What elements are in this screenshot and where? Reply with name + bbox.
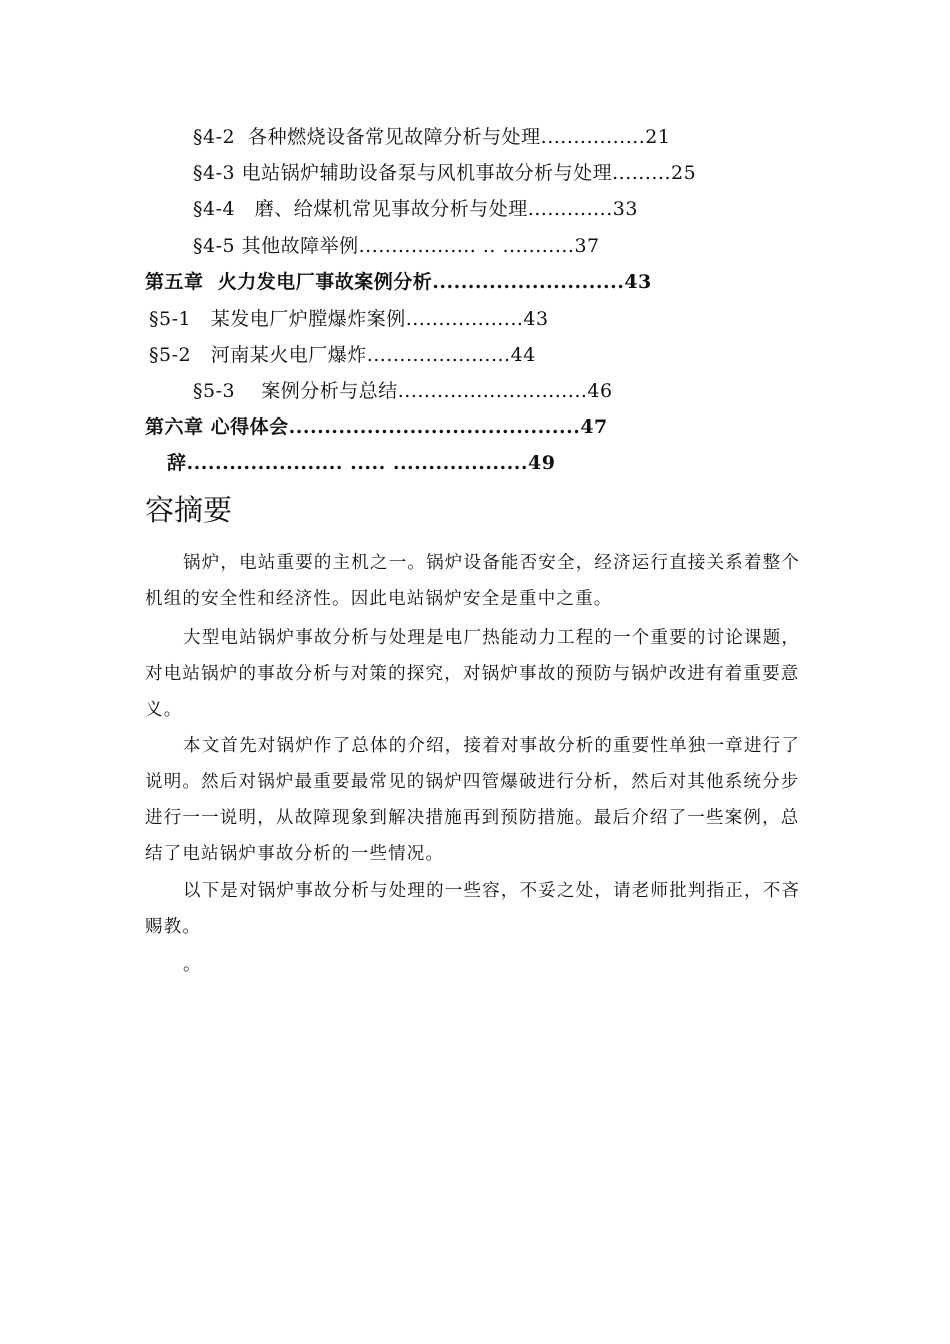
toc-entry: §4-3 电站锅炉辅助设备泵与风机事故分析与处理.........25 [193, 162, 697, 184]
toc-entry: §5-3 案例分析与总结.............................46 [193, 380, 613, 402]
toc-entry: §4-5 其他故障举例.................. .. ...........37 [193, 235, 600, 257]
toc-chapter: 第五章 火力发电厂事故案例分析...........................43 [145, 271, 652, 293]
section-title: 容摘要 [145, 493, 233, 527]
abstract-paragraph: 本文首先对锅炉作了总体的介绍，接着对事故分析的重要性单独一章进行了说明。然后对锅炉最重要最常见的锅炉四管爆破进行分析，然后对其他系统分步进行一一说明，从故障现象到解决措施再到预防措施。最后介绍了一些案例，总结了电站锅炉事故分析的一些情况。 [145, 736, 801, 864]
toc-chapter: 辞...................... ..... ...................49 [167, 452, 556, 474]
abstract-paragraph: 以下是对锅炉事故分析与处理的一些容，不妥之处，请老师批判指正，不吝赐教。 [145, 881, 801, 937]
abstract-paragraph: 大型电站锅炉事故分析与处理是电厂热能动力工程的一个重要的讨论课题，对电站锅炉的事故分析与对策的探究，对锅炉事故的预防与锅炉改进有着重要意义。 [145, 628, 801, 720]
toc-entry: §5-2 河南某火电厂爆炸......................44 [149, 344, 536, 366]
abstract-paragraph: 锅炉，电站重要的主机之一。锅炉设备能否安全，经济运行直接关系着整个机组的安全性和经济性。因此电站锅炉安全是重中之重。 [145, 553, 801, 609]
toc-entry: §4-2 各种燃烧设备常见故障分析与处理................21 [193, 126, 671, 148]
toc-chapter: 第六章 心得体会.........................................47 [145, 416, 608, 438]
toc-entry: §5-1 某发电厂炉膛爆炸案例..................43 [149, 308, 549, 330]
abstract-paragraph: 。 [183, 955, 202, 975]
toc-entry: §4-4 磨、给煤机常见事故分析与处理.............33 [193, 198, 638, 220]
